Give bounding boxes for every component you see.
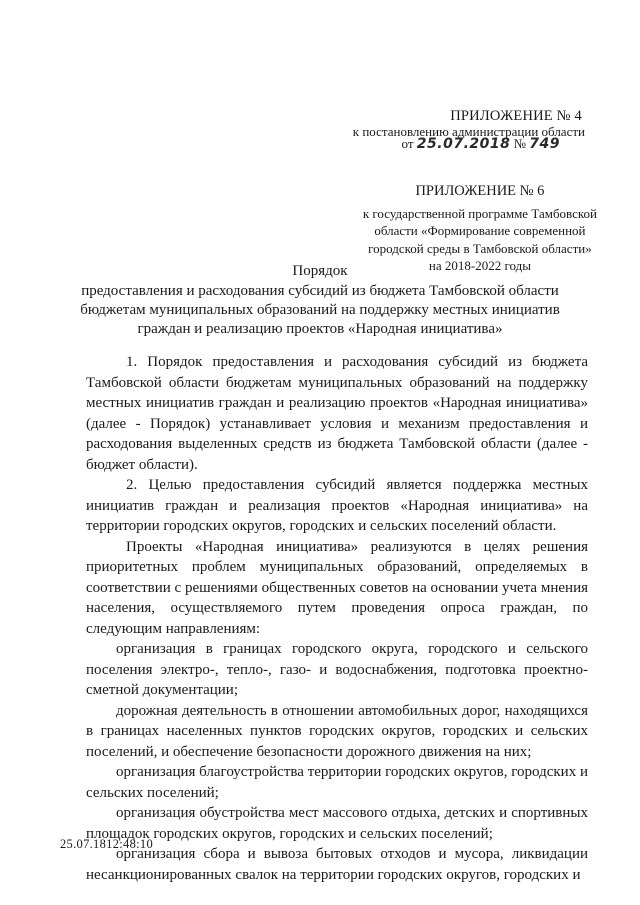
appendix-6-line: городской среды в Тамбовской области» (368, 240, 592, 256)
paragraph: Проекты «Народная инициатива» реализуются в целях решения приоритетных проблем муниципальных образований, определяемых в соответствии с решениями общественных советов на основании учета мнения населения, осуществляемого путем проведения опроса граждан, по следующим направлениям: (86, 538, 588, 637)
appendix-6-title: ПРИЛОЖЕНИЕ № 6 (415, 183, 545, 199)
number-sign: № (513, 136, 527, 151)
paragraph: 2. Целью предоставления субсидий является поддержка местных инициатив граждан и реализация проектов «Народная инициатива» на территории городских округов, городских и сельских поселений области. (86, 477, 588, 534)
appendix-4-title: ПРИЛОЖЕНИЕ № 4 (450, 108, 582, 124)
handwritten-date: 25.07.2018 (416, 136, 511, 152)
appendix-4-date-number-line (402, 136, 560, 152)
handwritten-number: 749 (529, 136, 560, 152)
document-subtitle-line: граждан и реализацию проектов «Народная инициатива» (137, 321, 503, 337)
footer-timestamp: 25.07.1812:48:10 (60, 837, 153, 851)
appendix-4-reference: к постановлению администрации области (352, 124, 585, 139)
list-item: организация сбора и вывоза бытовых отходов и мусора, ликвидации несанкционированных свалок на территории городских округов, городских и (86, 846, 588, 883)
document-body (86, 352, 588, 885)
appendix-6-line: на 2018-2022 годы (428, 258, 531, 273)
list-item: организация благоустройства территории городских округов, городских и сельских поселений; (86, 764, 588, 801)
from-prefix: от (401, 136, 414, 151)
list-item: организация обустройства мест массового отдыха, детских и спортивных площадок городских округов, городских и сельских поселений; (86, 805, 588, 842)
appendix-6-line: к государственной программе Тамбовской (362, 205, 597, 221)
document-title: Порядок (292, 263, 348, 279)
list-item: дорожная деятельность в отношении автомобильных дорог, находящихся в границах населенных пунктов городских округов, городских и сельских поселений, и обеспечение безопасности дорожного движения на них; (86, 702, 588, 760)
paragraph: 1. Порядок предоставления и расходования субсидий из бюджета Тамбовской области бюджетам муниципальных образований на поддержку местных инициатив граждан и реализацию проектов «Народная инициатива» (далее - Порядок) устанавливает условия и механизм предоставления и расходования выделенных средств из бюджета Тамбовской области (далее - бюджет области). (86, 354, 588, 473)
document-subtitle-line: предоставления и расходования субсидий из бюджета Тамбовской области (81, 283, 559, 299)
list-item: организация в границах городского округа, городского и сельского поселения электро-, тепло-, газо- и водоснабжения, подготовка проектно-сметной документации; (86, 641, 588, 698)
appendix-6-line: области «Формирование современной (374, 223, 586, 238)
document-subtitle-line: бюджетам муниципальных образований на поддержку местных инициатив (80, 302, 560, 318)
appendix-6-block (363, 183, 597, 275)
